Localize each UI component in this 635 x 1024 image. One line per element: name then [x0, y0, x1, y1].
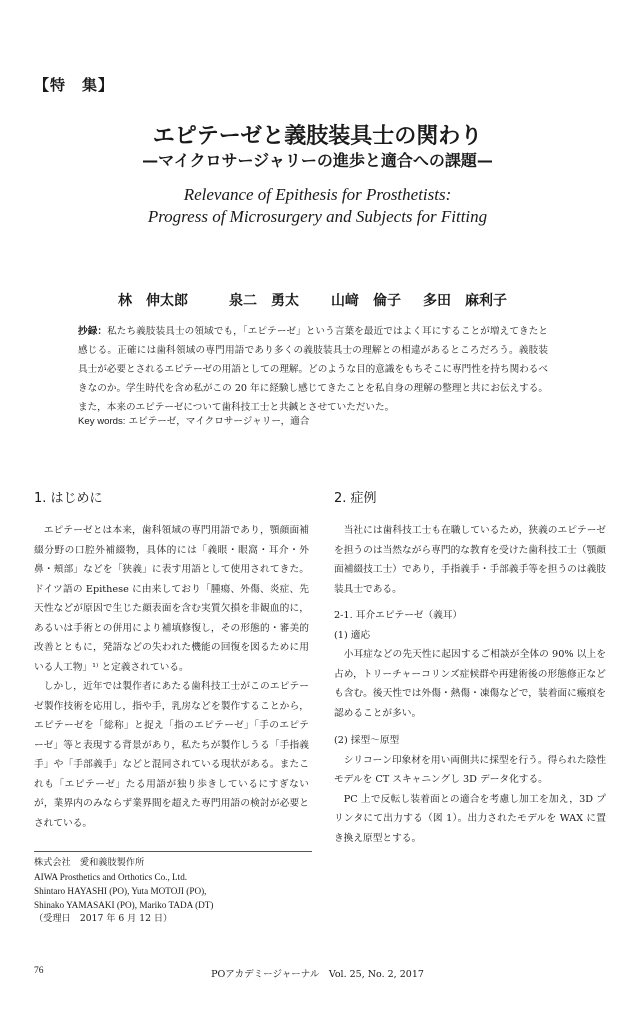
keywords-text: エピテーゼ，マイクロサージャリー，適合 — [125, 416, 310, 427]
english-title-line2: Progress of Microsurgery and Subjects for Fitting — [147, 207, 488, 226]
author-name: 多田 麻利子 — [423, 293, 507, 309]
author-name: 林 伸太郎 — [118, 293, 188, 309]
item-heading-molding: (2) 採型〜原型 — [334, 735, 400, 746]
keywords-label: Key words: — [78, 416, 126, 427]
received-date: （受理日 2017 年 6 月 12 日） — [34, 913, 173, 924]
abstract-text: 私たち義肢装具士の領域でも，「エピテーゼ」という言葉を最近ではよく耳にすることが増えてきたと感じる。正確には歯科領域の専門用語であり多くの義肢装具士の理解との相違があるところだろう。義肢装具士が必要とされるエピテーゼの用語としての理解。どのような目的意識をもちそこに専門性を持ち関わるべきなのか。学生時代を含め私がこの 20 年に経験し感じてきたことを私自身の理解の整理と共にお伝えする。また，本来のエピテーゼについて歯科技工士と共鍼とさせていただいた。 — [78, 326, 548, 413]
section-tag: 【特 集】 — [34, 76, 115, 94]
article-subtitle: —マイクロサージャリーの進歩と適合への課題— — [142, 151, 493, 170]
subsection-molding — [334, 731, 606, 848]
paragraph: 小耳症などの先天性に起因するご相談が全体の 90% 以上を占め，トリーチャーコリンズ症候群や再建術後の形態修正なども含む。後天性では外傷・熱傷・凍傷などで，装着面に瘢痕を認めることが多い。 — [334, 649, 606, 719]
abstract — [78, 322, 548, 417]
paragraph: シリコーン印象材を用い両側共に採型を行う。得られた陰性モデルを CT スキャニングし 3D データ化する。 — [334, 754, 606, 785]
subsection-heading: 2-1. 耳介エピテーゼ（義耳） — [334, 610, 463, 621]
author-name: 山﨑 倫子 — [331, 293, 401, 309]
keywords — [78, 412, 548, 431]
author-name: 泉二 勇太 — [229, 293, 299, 309]
paragraph: エピテーゼとは本来，歯科領域の専門用語であり，顎顔面補綴分野の口腔外補綴物，具体的には「義眼・眼窩・耳介・外鼻・頬部」などを「狭義」に表す用語として使用されてきた。ドイツ語の Epithese に由来しており「腫瘍、外傷、炎症、先天性などが原因で生じた顔表面を含む実質欠損を非観血的に，あるいは手術との併用により補填修復し，その形態的・審美的改善とともに，発語などの失われた機能の回復を図るために用いる人工物」¹⁾ と定義されている。 — [34, 525, 309, 673]
item-heading-indication: (1) 適応 — [334, 629, 371, 641]
page-number: 76 — [34, 966, 44, 976]
footnote-divider — [34, 851, 312, 852]
section-heading-intro: 1. はじめに — [34, 491, 103, 506]
paragraph: 当社には歯科技工士も在職しているため，狭義のエピテーゼを担うのは当然ながら専門的な教育を受けた歯科技工士（顎顔面補綴技工士）であり，手指義手・手部義手等を担うのは義肢装具士である。 — [334, 525, 606, 595]
subsection-auricle — [334, 606, 606, 723]
author-names-en-1: Shintaro HAYASHI (PO), Yuta MOTOJI (PO), — [34, 886, 207, 896]
author-affiliation — [34, 856, 213, 926]
section-heading-case: 2. 症例 — [334, 491, 377, 506]
abstract-label: 抄録： — [78, 326, 108, 337]
section-case-intro — [334, 521, 606, 599]
company-ja: 株式会社 愛和義肢製作所 — [34, 857, 145, 868]
paragraph: しかし，近年では製作者にあたる歯科技工士がこのエピテーゼ製作技術を応用し，指や手，乳房などを製作することから，エピテーゼを「総称」と捉え「指のエピテーゼ」「手のエピテーゼ」等と表現する背景があり，私たちが製作しうる「手指義手」や「手部義手」などと混同されている現状がある。またこれも「エピテーゼ」たる用語が独り歩きしているにすぎないが，業界内のみならず業界間を超えた専門用語の検討が必要とされている。 — [34, 681, 309, 829]
company-en: AIWA Prosthetics and Orthotics Co., Ltd. — [34, 872, 188, 882]
journal-footer: POアカデミージャーナル Vol. 25, No. 2, 2017 — [211, 969, 424, 980]
english-title-line1: Relevance of Epithesis for Prosthetists: — [183, 185, 452, 204]
author-names-en-2: Shinako YAMASAKI (PO), Mariko TADA (DT) — [34, 900, 214, 910]
paragraph: PC 上で反転し装着面との適合を考慮し加工を加え，3D プリンタにて出力する（図 1）。出力されたモデルを WAX に置き換え原型とする。 — [334, 793, 606, 844]
article-title: エピテーゼと義肢装具士の関わり — [152, 124, 483, 149]
section-intro-body — [34, 521, 309, 833]
